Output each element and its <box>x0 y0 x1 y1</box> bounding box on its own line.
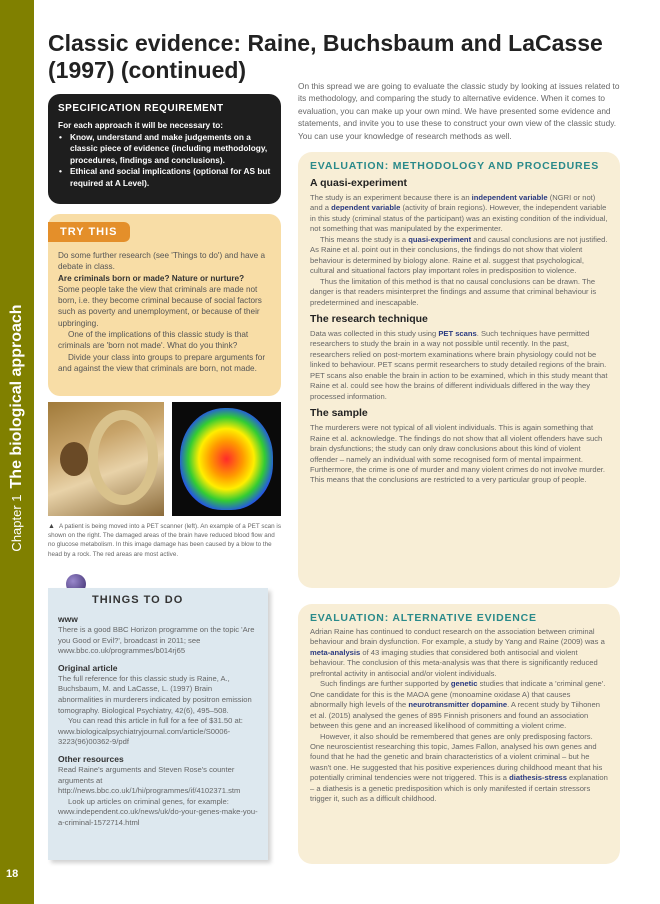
try-this-text: Some people take the view that criminals are made not born, i.e. they become criminal because of social factors such as poverty and unemployment, or because of their upbringing. <box>58 284 262 328</box>
evaluation-alternative-box <box>298 604 620 864</box>
specification-heading: SPECIFICATION REQUIREMENT <box>58 103 224 114</box>
evaluation-heading: EVALUATION: METHODOLOGY AND PROCEDURES <box>310 160 600 172</box>
section-title: The sample <box>310 407 368 420</box>
page-number: 18 <box>6 868 19 880</box>
specification-intro: For each approach it will be necessary to: <box>58 120 224 130</box>
key-term: PET scans <box>438 328 477 338</box>
brain-scan <box>180 408 273 510</box>
try-this-text: Do some further research (see 'Things to do') and have a debate in class. <box>58 251 266 272</box>
try-this-question: Are criminals born or made? Nature or nurture? <box>58 273 245 283</box>
section-text: Such findings are further supported by genetic studies that indicate a 'criminal gene'. One candidate for this is the MAOA gene (monoamine oxidase A) that causes abnormally high levels of the neurotransmitter dopamine. A recent study by Tiihonen et al. (2015) analysed the genes of 895 Finnish prisoners and found an association between this gene and an increased likelihood of committing a violent crime. <box>310 679 606 731</box>
things-to-do-heading: THINGS TO DO <box>92 594 184 606</box>
section-text: Adrian Raine has continued to conduct research on the association between criminal behaviour and brain dysfunction. For example, a study by Yang and Raine (2009) was a meta-analysis of 43 imaging studies that considered both antisocial and violent behaviour. The conclusion of this meta-analysis was that there is significantly reduced prefrontal activity in antisocial and/or violent individuals. <box>310 627 605 678</box>
article-text: You can read this article in full for a fee of $31.50 at: www.biologicalpsychiatryjournal.com/article/S0006-3223(96)00362-9/pdf <box>58 716 243 747</box>
intro-paragraph: On this spread we are going to evaluate the classic study by looking at issues related to its methodology, and comparing the study to alternative evidence. When it comes to evaluation, you can make up your own mind. We have presented some evidence and statements, and invite you to use these to construct your own view of the classic study. You can use your knowledge of research methods as well. <box>298 81 620 141</box>
key-term: independent variable <box>471 193 548 202</box>
scanner-ring <box>88 410 158 505</box>
try-this-heading: TRY THIS <box>48 222 130 242</box>
www-text: There is a good BBC Horizon programme on the topic 'Are you Good or Evil?', broadcast in 2011; see www.bbc.co.uk/programmes/b014rj65 <box>58 625 255 656</box>
chapter-title: The biological approach <box>8 304 25 489</box>
section-title: The research technique <box>310 312 428 325</box>
section-text: The murderers were not typical of all violent individuals. This is again something that Raine et al. acknowledge. The findings do not show that all violent offenders have such brain dysfunctions; the study can only draw conclusions about this kind of violent offender – namely an individual with some recognised form of mental impairment. Furthermore, the crime is one of murder and many violent crimes do not involve murder. This means that the conclusions are restricted to a very particular group of people. <box>310 423 606 485</box>
www-heading: www <box>58 614 78 624</box>
section-text: Thus the limitation of this method is that no causal conclusions can be drawn. The danger is that readers misinterpret the findings and assume that criminal behaviour is predetermined and inescapable. <box>310 276 597 307</box>
section-text: However, it also should be remembered that genes are only predisposing factors. One neuroscientist researching this topic, James Fallon, analysed his own genes and found that he had the genetic and brain characteristics of a violent criminal – but he wasn't one. He suggested that his positive experiences during childhood meant that his potentially criminal tendencies were not triggered. This is a diathesis-stress explanation – a diathesis is a genetic predisposition which is only manifested if certain stressors trigger it, such as a difficult childhood. <box>310 731 608 804</box>
try-this-text: Divide your class into groups to prepare arguments for and against the view that criminals are born, not made. <box>58 352 266 373</box>
article-heading: Original article <box>58 662 118 673</box>
chapter-label <box>8 304 26 551</box>
key-term: quasi-experiment <box>408 234 472 244</box>
pet-scanner-photo <box>48 402 164 516</box>
key-term: meta-analysis <box>310 647 361 657</box>
evaluation-heading: EVALUATION: ALTERNATIVE EVIDENCE <box>310 612 537 624</box>
section-text: Data was collected in this study using PET scans. Such techniques have permitted researchers to study the brain in a way not possible until recently. In the past, researchers relied on post-mortem examinations where brain physiology could not be linked to behaviour. PET scans permit researchers to study detailed regions of the brain. PET scans also enable the brain in action to be examined, which in this study meant that Raine et al. could see how the brains of different individuals differed in the way they processed information. <box>310 328 608 401</box>
image-caption <box>48 522 281 559</box>
article-text: The full reference for this classic study is Raine, A., Buchsbaum, M. and LaCasse, L. (1997) Brain abnormalities in murderers indicated by positron emission tomography. Biological Psychiatry, 42(6), 495–508. <box>58 673 252 715</box>
things-to-do-box <box>48 588 268 860</box>
key-term: diathesis-stress <box>509 773 567 783</box>
specification-list <box>58 132 271 190</box>
section-text: This means the study is a quasi-experiment and causal conclusions are not justified. As Raine et al. point out in their conclusions, the findings do not show that violent behaviour is determined by biology alone. Raine et al. suggest that psychological, cultural and situational factors play important roles in predisposition to violence. <box>310 234 608 276</box>
section-text: The study is an experiment because there is an independent variable (NGRI or not) and a dependent variable (activity of brain regions). However, the independent variable in this study (criminal status of the participant) was an existing condition of the individual, not something that was manipulated by the experimenter. <box>310 193 608 234</box>
pet-scan-image <box>172 402 281 516</box>
key-term: dependent variable <box>331 203 401 213</box>
chapter-sidebar <box>0 0 34 904</box>
key-term: neurotransmitter dopamine <box>408 700 508 710</box>
key-term: genetic <box>450 679 478 689</box>
resources-heading: Other resources <box>58 753 124 764</box>
chapter-number: Chapter 1 <box>9 494 24 552</box>
caption-text: A patient is being moved into a PET scanner (left). An example of a PET scan is shown on the right. The damaged areas of the brain have reduced blood flow and no glucose metabolism. In this image damage has been caused by a blow to the head by a rock. The red areas are most active. <box>48 523 281 558</box>
try-this-text: One of the implications of this classic study is that criminals are 'born not made'. What do you think? <box>58 330 249 351</box>
resources-text: Look up articles on criminal genes, for example: www.independent.co.uk/news/uk/do-your-genes-make-you-a-criminal-1572714.html <box>58 796 258 827</box>
page-title: Classic evidence: Raine, Buchsbaum and LaCasse (1997) (continued) <box>48 30 603 83</box>
specification-box <box>48 94 281 204</box>
section-title: A quasi-experiment <box>310 177 408 189</box>
try-this-box <box>48 214 281 396</box>
specification-item: • Know, understand and make judgements on a classic piece of evidence (including methodology, procedures, findings and conclusions). <box>58 132 271 167</box>
evaluation-methodology-box <box>298 152 620 588</box>
triangle-icon: ▲ <box>48 523 55 530</box>
specification-item: • Ethical and social implications (optional for AS but required at A Level). <box>58 166 271 189</box>
resources-text: Read Raine's arguments and Steven Rose's counter arguments at http://news.bbc.co.uk/1/hi/programmes/if/4102371.stm <box>58 764 241 796</box>
patient-head <box>60 442 88 476</box>
